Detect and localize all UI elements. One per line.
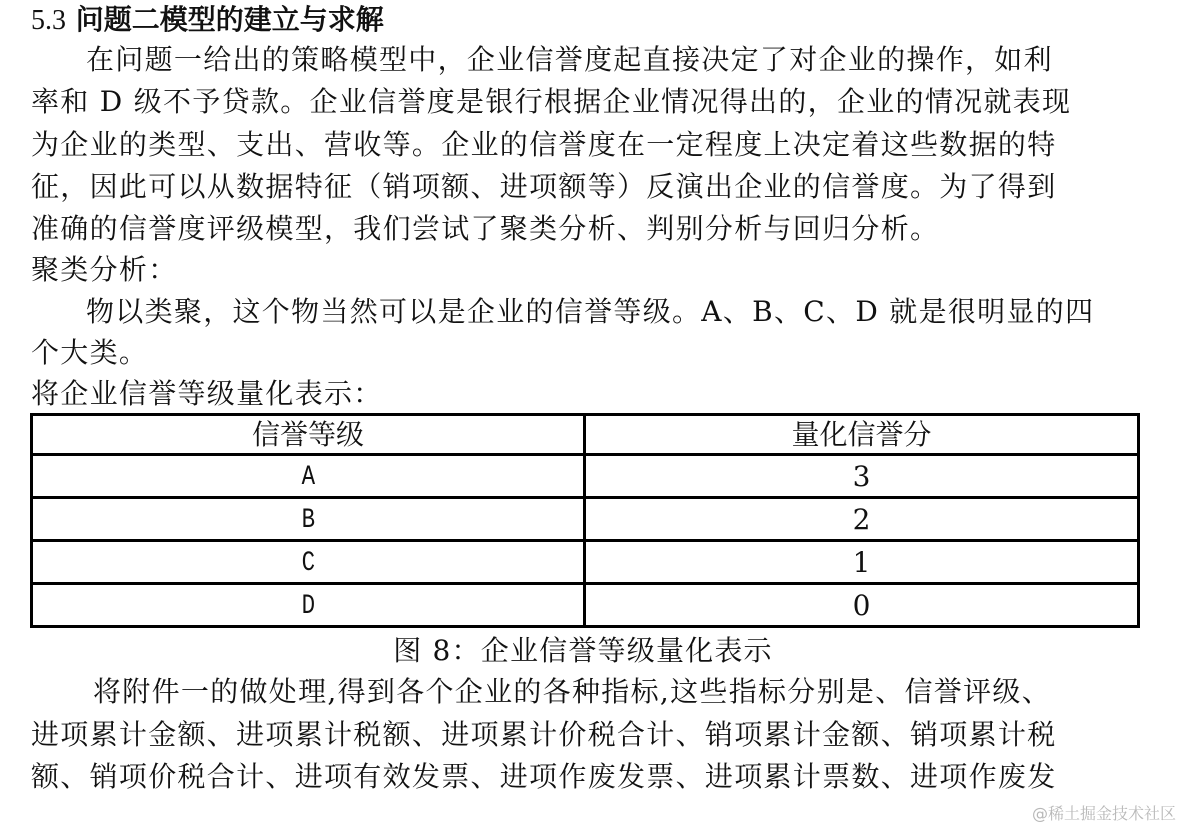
- grade-value: A: [301, 462, 315, 493]
- credit-grade-table: [30, 413, 1140, 628]
- score-cell: 1: [585, 541, 1139, 584]
- table-intro: 将企业信誉等级量化表示：: [31, 377, 383, 410]
- paragraph1-line-2: 率和 D 级不予贷款。企业信誉度是银行根据企业情况得出的，企业的情况就表现: [31, 85, 1072, 118]
- paragraph3-line-3: 额、销项价税合计、进项有效发票、进项作废发票、进项累计票数、进项作废发: [31, 760, 1057, 793]
- section-title: 问题二模型的建立与求解: [75, 3, 384, 36]
- paragraph1-line-1: 在问题一给出的策略模型中，企业信誉度起直接决定了对企业的操作，如利: [86, 43, 1053, 76]
- table-header-row: [32, 415, 1139, 455]
- header-quantified-score: 量化信誉分: [585, 415, 1139, 455]
- table-row: [32, 455, 1139, 498]
- section-heading: [31, 0, 384, 41]
- score-cell: 2: [585, 498, 1139, 541]
- table-row: [32, 584, 1139, 627]
- cluster-analysis-heading: 聚类分析：: [31, 253, 178, 286]
- grade-value: D: [301, 591, 315, 622]
- grade-cell: [32, 455, 585, 498]
- paragraph2-line-2: 个大类。: [31, 336, 149, 369]
- header-credit-grade: 信誉等级: [32, 415, 585, 455]
- grade-value: C: [301, 548, 315, 579]
- score-cell: 0: [585, 584, 1139, 627]
- grade-cell: [32, 498, 585, 541]
- grade-cell: [32, 541, 585, 584]
- section-number: 5.3: [31, 5, 66, 36]
- score-cell: 3: [585, 455, 1139, 498]
- table-row: [32, 541, 1139, 584]
- grade-value: B: [301, 505, 315, 536]
- paragraph3-line-2: 进项累计金额、进项累计税额、进项累计价税合计、销项累计金额、销项累计税: [31, 718, 1057, 751]
- paragraph2-line-1: 物以类聚，这个物当然可以是企业的信誉等级。A、B、C、D 就是很明显的四: [86, 295, 1095, 328]
- paragraph1-line-5: 准确的信誉度评级模型，我们尝试了聚类分析、判别分析与回归分析。: [31, 212, 940, 245]
- table-row: [32, 498, 1139, 541]
- watermark: @稀土掘金技术社区: [1031, 804, 1176, 823]
- grade-cell: [32, 584, 585, 627]
- figure-caption: 图 8：企业信誉等级量化表示: [393, 634, 773, 667]
- paragraph1-line-4: 征，因此可以从数据特征（销项额、进项额等）反演出企业的信誉度。为了得到: [31, 170, 1057, 203]
- paragraph3-line-1: 将附件一的做处理,得到各个企业的各种指标,这些指标分别是、信誉评级、: [93, 675, 1052, 708]
- paragraph1-line-3: 为企业的类型、支出、营收等。企业的信誉度在一定程度上决定着这些数据的特: [31, 128, 1057, 161]
